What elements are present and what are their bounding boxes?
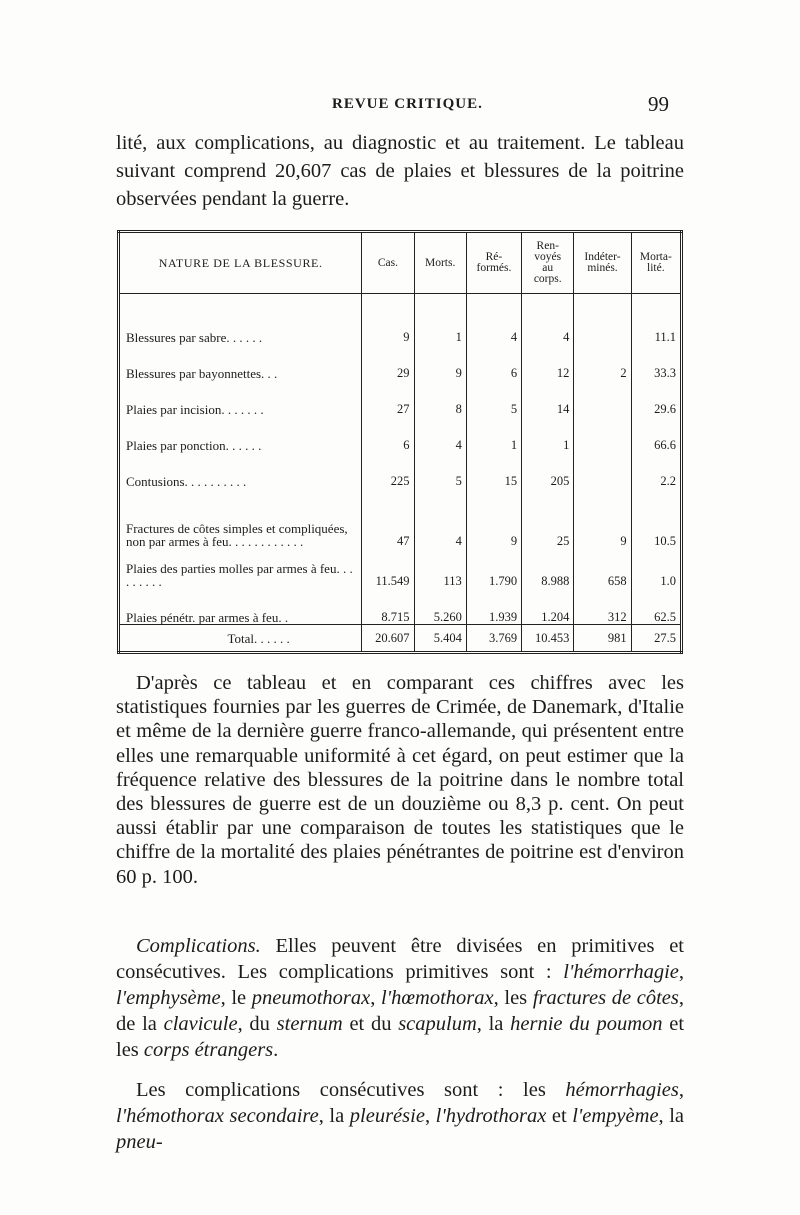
col-header-cas: Cas. xyxy=(362,232,414,294)
text-run: , de la xyxy=(116,987,684,1035)
table-header-row xyxy=(119,232,682,294)
row-label: Plaies par incision. . . . . . . xyxy=(119,380,362,416)
cell-mortalite: 29.6 xyxy=(654,402,676,416)
cell-cas: 225 xyxy=(362,452,414,488)
cell-indetermines: 2 xyxy=(574,344,631,380)
cell-morts: 5 xyxy=(414,452,466,488)
row-label: Plaies pénétr. par armes à feu. . xyxy=(119,588,362,625)
table-row xyxy=(119,344,682,380)
term: hernie du poumon xyxy=(510,1013,663,1035)
total-cas: 20.607 xyxy=(362,625,414,653)
cell-renvoyes: 14 xyxy=(522,380,574,416)
cell-cas: 9 xyxy=(362,294,414,345)
cell-indetermines: 658 xyxy=(574,548,631,588)
cell-renvoyes: 205 xyxy=(522,452,574,488)
text-run: et les xyxy=(116,1013,685,1061)
term: fractures de côtes xyxy=(532,987,679,1009)
text-run: , la xyxy=(658,1105,685,1127)
cell-indetermines xyxy=(574,416,631,452)
text-run: et du xyxy=(342,1013,399,1035)
col-header-nature: NATURE DE LA BLESSURE. xyxy=(119,232,362,294)
term: corps étrangers xyxy=(143,1039,274,1061)
running-title: REVUE CRITIQUE. xyxy=(332,96,483,112)
cell-renvoyes: 1 xyxy=(522,416,574,452)
text-run: et xyxy=(546,1105,573,1127)
col-header-indetermines: Indéter- minés. xyxy=(574,232,631,294)
cell-morts: 4 xyxy=(414,488,466,548)
page-number: 99 xyxy=(648,92,669,116)
cell-indetermines: 312 xyxy=(574,588,631,625)
cell-indetermines: 9 xyxy=(574,488,631,548)
cell-renvoyes: 25 xyxy=(522,488,574,548)
cell-morts: 5.260 xyxy=(414,588,466,625)
cell-morts: 113 xyxy=(414,548,466,588)
col-header-renvoyes: Ren- voyés au corps. xyxy=(522,232,574,294)
text-run: Les complications consécutives sont : les xyxy=(136,1079,566,1101)
col-header-mortalite: Morta- lité. xyxy=(631,232,681,294)
term: l'hœmothorax xyxy=(381,987,494,1009)
col-header-reformes: Ré- formés. xyxy=(466,232,521,294)
cell-reformes: 15 xyxy=(466,452,521,488)
row-label: Plaies par ponction. . . . . . xyxy=(119,416,362,452)
chest-wounds-table xyxy=(117,230,683,654)
total-label: Total. . . . . . xyxy=(119,625,362,653)
cell-morts: 4 xyxy=(414,416,466,452)
table-total-row xyxy=(119,625,682,653)
complications-paragraph xyxy=(116,933,684,1063)
total-reformes: 3.769 xyxy=(466,625,521,653)
text-run: , les xyxy=(493,987,533,1009)
cell-renvoyes: 4 xyxy=(522,294,574,345)
cell-reformes: 1.790 xyxy=(466,548,521,588)
row-label: Blessures par sabre. . . . . . xyxy=(119,294,362,345)
term: l'emphysème xyxy=(116,987,221,1009)
cell-cas: 11.549 xyxy=(362,548,414,588)
cell-renvoyes: 8.988 xyxy=(522,548,574,588)
cell-mortalite: 11.1 xyxy=(654,330,676,344)
cell-reformes: 1 xyxy=(466,416,521,452)
cell-reformes: 9 xyxy=(466,488,521,548)
running-head xyxy=(0,92,800,120)
cell-mortalite: 62.5 xyxy=(654,610,676,624)
row-label: Fractures de côtes simples et compliquées, non par armes à feu. . . . . . . . . . . . xyxy=(119,488,362,548)
text-run: , xyxy=(424,1105,436,1127)
term: l'hémorrhagie xyxy=(563,961,679,983)
cell-cas: 27 xyxy=(362,380,414,416)
cell-reformes: 1.939 xyxy=(466,588,521,625)
text-run: , la xyxy=(476,1013,511,1035)
cell-renvoyes: 12 xyxy=(522,344,574,380)
term: scapulum xyxy=(398,1013,477,1035)
cell-mortalite: 33.3 xyxy=(654,366,676,380)
table-row xyxy=(119,548,682,588)
row-label: Blessures par bayonnettes. . . xyxy=(119,344,362,380)
text-run: , xyxy=(370,987,382,1009)
term: l'hydrothorax xyxy=(435,1105,547,1127)
cell-mortalite: 2.2 xyxy=(660,474,676,488)
cell-morts: 1 xyxy=(414,294,466,345)
cell-indetermines xyxy=(574,380,631,416)
cell-renvoyes: 1.204 xyxy=(522,588,574,625)
total-indetermines: 981 xyxy=(574,625,631,653)
term: pneu- xyxy=(116,1131,163,1153)
cell-reformes: 6 xyxy=(466,344,521,380)
text-run: Elles peuvent être divisées en primitives et consécutives. Les complications primitives sont : xyxy=(116,935,684,983)
row-label: Contusions. . . . . . . . . . xyxy=(119,452,362,488)
consecutive-complications-paragraph xyxy=(116,1077,684,1155)
total-renvoyes: 10.453 xyxy=(522,625,574,653)
term: l'empyème xyxy=(572,1105,659,1127)
cell-cas: 29 xyxy=(362,344,414,380)
table-row xyxy=(119,416,682,452)
table-row xyxy=(119,488,682,548)
cell-cas: 47 xyxy=(362,488,414,548)
complications-heading: Complications. xyxy=(136,935,261,957)
text-run: , xyxy=(678,1079,684,1101)
term: l'hémothorax secondaire xyxy=(116,1105,319,1127)
cell-morts: 8 xyxy=(414,380,466,416)
table-row xyxy=(119,452,682,488)
cell-mortalite: 1.0 xyxy=(660,574,676,588)
table-row xyxy=(119,588,682,625)
text-run: , xyxy=(678,961,684,983)
cell-cas: 6 xyxy=(362,416,414,452)
term: hémorrhagies xyxy=(565,1079,679,1101)
statistics-paragraph: D'après ce tableau et en comparant ces chiffres avec les statistiques fournies par les guerres de Crimée, de Danemark, d'Italie et même de la dernière guerre franco-allemande, qui présentent entre elles une remarquable uniformité à cet égard, on peut estimer que la fréquence relative des blessures de la poitrine dans le nombre total des blessures de guerre est de un douzième ou 8,3 p. cent. On peut aussi établir par une comparaison de toutes les statistiques que le chiffre de la mortalité des plaies pénétrantes de poitrine est d'environ 60 p. 100. xyxy=(116,672,684,888)
term: pleurésie xyxy=(349,1105,425,1127)
col-header-morts: Morts. xyxy=(414,232,466,294)
text-run: , la xyxy=(318,1105,350,1127)
cell-cas: 8.715 xyxy=(362,588,414,625)
table-row xyxy=(119,294,682,345)
text-run: , le xyxy=(220,987,252,1009)
cell-mortalite: 10.5 xyxy=(654,534,676,548)
text-run: , du xyxy=(237,1013,277,1035)
total-morts: 5.404 xyxy=(414,625,466,653)
cell-morts: 9 xyxy=(414,344,466,380)
term: pneumothorax xyxy=(251,987,371,1009)
cell-indetermines xyxy=(574,294,631,345)
row-label: Plaies des parties molles par armes à feu. . . . . . . . . xyxy=(119,548,362,588)
cell-reformes: 5 xyxy=(466,380,521,416)
cell-mortalite: 66.6 xyxy=(654,438,676,452)
table-row xyxy=(119,380,682,416)
term: sternum xyxy=(276,1013,343,1035)
intro-paragraph: lité, aux complications, au diagnostic et au traitement. Le tableau suivant comprend 20,607 cas de plaies et blessures de la poitrine observées pendant la guerre. xyxy=(116,132,684,210)
total-mortalite: 27.5 xyxy=(631,625,681,653)
cell-indetermines xyxy=(574,452,631,488)
text-run: . xyxy=(273,1039,279,1061)
term: clavicule xyxy=(163,1013,238,1035)
cell-reformes: 4 xyxy=(466,294,521,345)
